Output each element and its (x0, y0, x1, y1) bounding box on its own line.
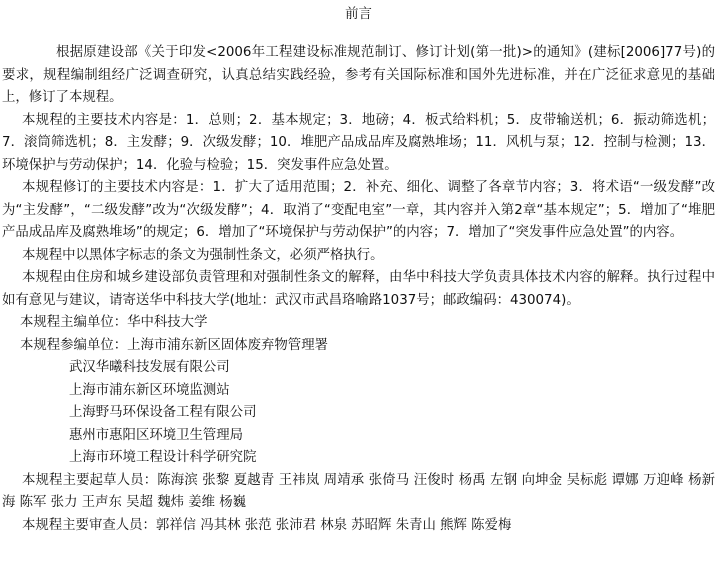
paragraph-basis: 根据原建设部《关于印发<2006年工程建设标准规范制订、修订计划(第一批)>的通知》(建标[2006]77号)的要求，规程编制组经广泛调查研究，认真总结实践经验，参考有关国际标准和国外先进标准，并在广泛征求意见的基础上，修订了本规程。 (2, 45, 715, 105)
chief-editor-unit: 本规程主编单位：华中科技大学 (20, 315, 208, 330)
participating-unit: 惠州市惠阳区环境卫生管理局 (69, 427, 244, 443)
participating-unit: 武汉华曦科技发展有限公司 (69, 360, 230, 375)
participating-unit: 上海市浦东新区环境监测站 (69, 382, 230, 398)
participating-units-lead: 本规程参编单位：上海市浦东新区固体废弃物管理署 (20, 337, 328, 353)
participating-unit: 上海市环境工程设计科学研究院 (69, 450, 257, 465)
paragraph-main-content: 本规程的主要技术内容是：1．总则；2．基本规定；3．地磅；4．板式给料机；5．皮带输送机；6．振动筛选机；7．滚筒筛选机；8．主发酵；9．次级发酵；10．堆肥产品成品库及腐熟堆场；11．风机与泵；12．控制与检测；13．环境保护与劳动保护；14．化验与检验；15．突发事件应急处置。 (2, 112, 715, 173)
paragraph-mandatory-clauses: 本规程中以黑体字标志的条文为强制性条文，必须严格执行。 (22, 247, 384, 263)
paragraph-reviewers: 本规程主要审查人员：郭祥信 冯其林 张范 张沛君 林泉 苏昭辉 朱青山 熊辉 陈爱梅 (22, 517, 512, 533)
paragraph-revision-content: 本规程修订的主要技术内容是：1．扩大了适用范围；2．补充、细化、调整了各章节内容；3．将术语“一级发酵”改为“主发酵”，“二级发酵”改为“次级发酵”；4．取消了“变配电室”一章，其内容并入第2章“基本规定”；5．增加了“堆肥产品成品库及腐熟堆场”的规定；6．增加了“环境保护与劳动保护”的内容；7．增加了“突发事件应急处置”的内容。 (2, 180, 715, 240)
paragraph-drafters: 本规程主要起草人员：陈海滨 张黎 夏越青 王祎岚 周靖承 张倚马 汪俊时 杨禹 左钢 向坤金 吴标彪 谭娜 万迎峰 杨新海 陈军 张力 王声东 吴超 魏炜 姜维 杨巍 (2, 472, 715, 510)
paragraph-management: 本规程由住房和城乡建设部负责管理和对强制性条文的解释，由华中科技大学负责具体技术内容的解释。执行过程中如有意见与建议，请寄送华中科技大学(地址：武汉市武昌珞喻路1037号；邮政编码：430074)。 (2, 270, 715, 308)
page-title: 前言 (345, 7, 372, 22)
participating-unit: 上海野马环保设备工程有限公司 (69, 405, 257, 420)
